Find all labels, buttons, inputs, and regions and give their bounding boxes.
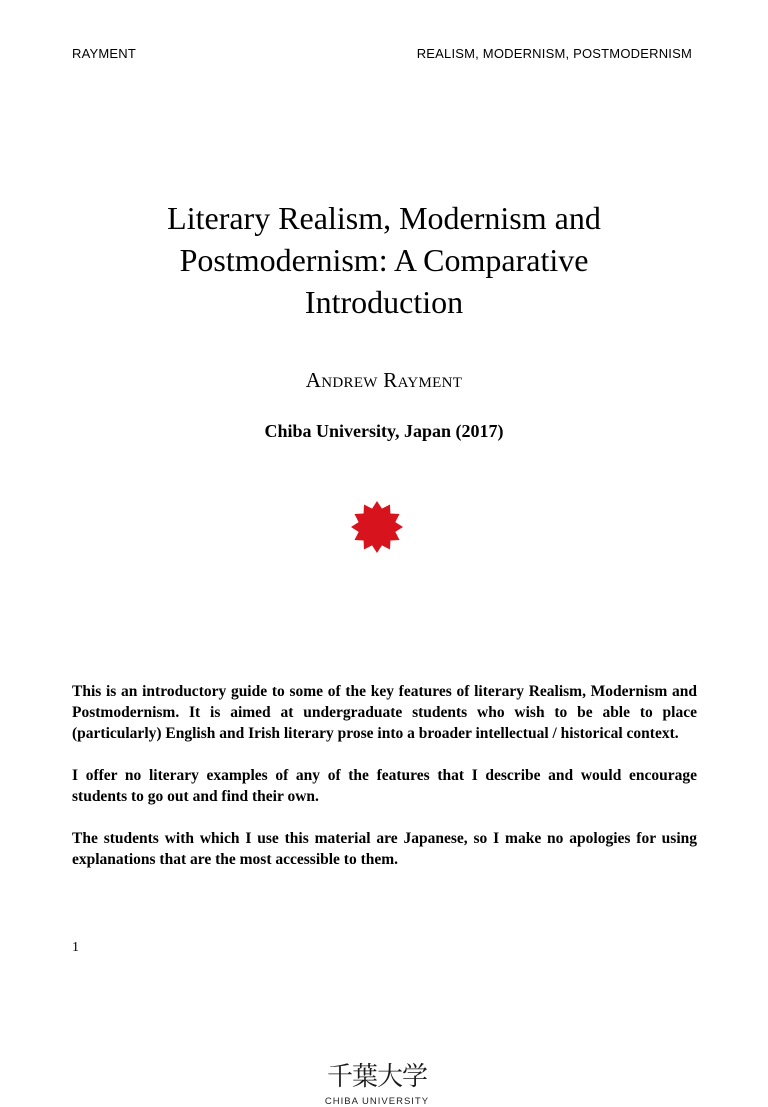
logo-latin: CHIBA UNIVERSITY <box>324 1096 430 1107</box>
document-title <box>0 197 768 323</box>
title-line-3: Introduction <box>304 284 464 320</box>
running-header <box>72 46 692 61</box>
affiliation: Chiba University, Japan (2017) <box>264 421 504 441</box>
page-number: 1 <box>72 940 79 955</box>
university-logo <box>312 500 442 1107</box>
paragraph-2: I offer no literary examples of any of the features that I describe and would encourage students to go out and find their own. <box>72 767 697 805</box>
paragraph-3: The students with which I use this material are Japanese, so I make no apologies for using explanations that are the most accessible to them. <box>72 830 697 868</box>
star-emblem-icon <box>350 500 404 554</box>
body-text <box>72 681 697 891</box>
logo-kanji: 千葉大学 <box>326 1062 427 1092</box>
title-line-2: Postmodernism: A Comparative <box>179 242 589 278</box>
title-line-1: Literary Realism, Modernism and <box>167 200 601 236</box>
header-title: REALISM, MODERNISM, POSTMODERNISM <box>416 46 692 61</box>
paragraph-1: This is an introductory guide to some of the key features of literary Realism, Modernism and Postmodernism. It is aimed at undergraduate students who wish to be able to place (particularly) English and Irish literary prose into a broader intellectual / historical context. <box>72 683 697 742</box>
header-author: RAYMENT <box>72 46 136 61</box>
author-name: Andrew Rayment <box>305 368 463 392</box>
